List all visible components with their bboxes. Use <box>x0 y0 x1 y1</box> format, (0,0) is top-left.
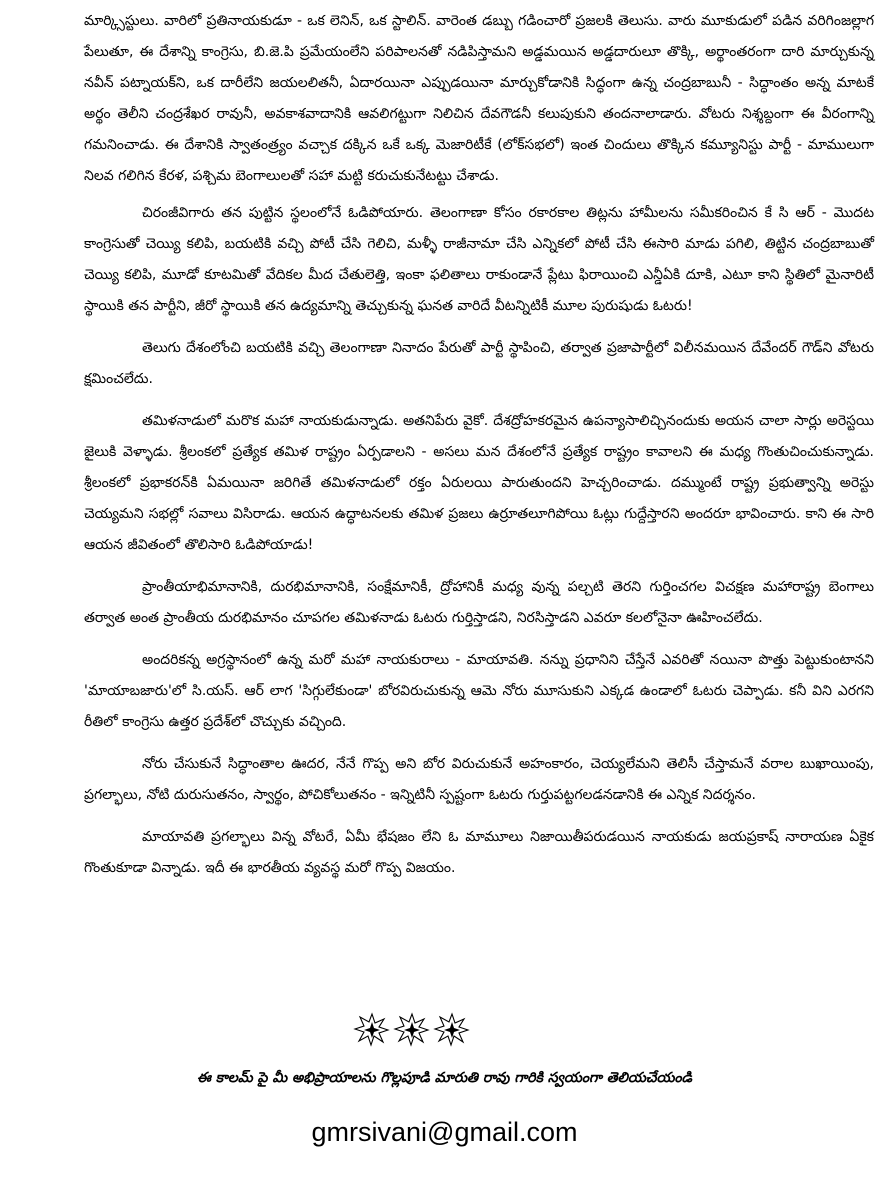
article-body <box>84 6 874 895</box>
article-paragraph-8: మాయావతి ప్రగల్భాలు విన్న వోటరే, ఏమీ భేషజం లేని ఓ మామూలు నిజాయితీపరుడయిన నాయకుడు జయప్రకాష్ నారాయణ ఏకైక గొంతుకూడా విన్నాడు. ఇదీ ఈ భారతీయ వ్యవస్థ మరో గొప్ప విజయం. <box>84 829 874 876</box>
feedback-note: ఈ కాలమ్ పై మీ అభిప్రాయాలను గొల్లపూడి మారుతి రావు గారికి స్వయంగా తెలియచేయండి <box>197 1070 692 1086</box>
contact-email: gmrsivani@gmail.com <box>311 1117 578 1147</box>
article-paragraph-3: తెలుగు దేశంలోంచి బయటికి వచ్చి తెలంగాణా నినాదం పేరుతో పార్టీ స్థాపించి, తర్వాత ప్రజాపార్టీలో విలీనమయిన దేవేందర్ గౌడ్‌ని వోటరు క్షమించలేదు. <box>84 340 874 387</box>
article-paragraph-4: తమిళనాడులో మరొక మహా నాయకుడున్నాడు. అతనిపేరు వైకో. దేశద్రోహకరమైన ఉపన్యాసాలిచ్చినందుకు అయన చాలా సార్లు అరెస్టయి జైలుకి వెళ్ళాడు. శ్రీలంకలో ప్రత్యేక తమిళ రాష్ట్రం ఏర్పడాలని - అసలు మన దేశంలోనే ప్రత్యేక రాష్ట్రం కావాలని ఈ మధ్య గొంతుచించుకున్నాడు. శ్రీలంకలో ప్రభాకరన్‌కి ఏమయినా జరిగితే తమిళనాడులో రక్తం ఏరులయి పారుతుందని హెచ్చరించాడు. దమ్ముంటే రాష్ట్ర ప్రభుత్వాన్ని అరెస్టు చెయ్యమని సభల్లో సవాలు విసిరాడు. ఆయన ఉద్ధాటనలకు తమిళ ప్రజలు ఉర్రూతలూగిపోయి ఓట్లు గుద్దేస్తారని అందరూ భావించారు. కాని ఈ సారి ఆయన జీవితంలో తొలిసారి ఓడిపోయాడు! <box>84 413 874 553</box>
article-paragraph-5: ప్రాంతీయాభిమానానికి, దురభిమానానికి, సంక్షేమానికీ, ద్రోహానికీ మధ్య వున్న పల్చటి తెరని గుర్తించగల విచక్షణ మహారాష్ట్ర బెంగాలు తర్వాత అంత ప్రాంతీయ దురభిమానం చూపగల తమిళనాడు ఓటరు గుర్తిస్తాడని, నిరసిస్తాడని ఎవరూ కలలోనైనా ఊహించలేదు. <box>84 579 874 626</box>
article-paragraph-1: మార్క్సిస్టులు. వారిలో ప్రతినాయకుడూ - ఒక లెనిన్, ఒక స్టాలిన్. వారెంత డబ్బు గడించారో ప్రజలకి తెలుసు. వారు మూకుడులో పడిన వరిగింజల్లాగ పేలుతూ, ఈ దేశాన్ని కాంగ్రెసు, బి.జె.పి ప్రమేయంలేని పరిపాలనతో నడిపిస్తామని అడ్డమయిన అడ్డదారులూ తొక్కి, అర్థాంతరంగా దారి మార్చుకున్న నవీన్ పట్నాయక్‌ని, ఒక దారీలేని జయలలితనీ, ఏదారయినా ఎప్పుడయినా మార్చుకోడానికి సిద్ధంగా ఉన్న చంద్రబాబునీ - సిద్ధాంతం అన్న మాటకే అర్థం తెలీని చంద్రశేఖర రావునీ, అవకాశవాదానికి ఆవలిగట్టుగా నిలిచిన దేవగౌడనీ కలుపుకుని తందనాలాడారు. వోటరు నిశ్శబ్దంగా ఈ వీరంగాన్ని గమనించాడు. ఈ దేశానికి స్వాతంత్ర్యం వచ్చాక దక్కిన ఒకే ఒక్క మెజారిటీకే (లోక్‌సభలో) ఇంత చిందులు తొక్కిన కమ్యూనిస్టు పార్టీ - మాములుగా నిలవ గలిగిన కేరళ, పశ్చిమ బెంగాలులతో సహా మట్టి కరుచుకునేటట్టు చేశాడు. <box>84 13 874 184</box>
starburst-ornament-icon <box>352 1010 472 1048</box>
article-paragraph-2: చిరంజీవిగారు తన పుట్టిన స్థలంలోనే ఓడిపోయారు. తెలంగాణా కోసం రకారకాల తిట్లను హామీలను సమీకరించిన కే సి ఆర్ - మొదట కాంగ్రెసుతో చెయ్యి కలిపి, బయటికి వచ్చి పోటీ చేసి గెలిచి, మళ్ళీ రాజీనామా చేసి ఎన్నికలో పోటీ చేసి ఈసారి మాడు పగిలి, తిట్టిన చంద్రబాబుతో చెయ్యి కలిపి, మూడో కూటమితో వేదికల మీద చేతులెత్తి, ఇంకా ఫలితాలు రాకుండానే ప్లేటు ఫిరాయించి ఎన్డీఏకి దూకి, ఎటూ కాని స్థితిలో మైనారిటీ స్థాయికి తన పార్టీని, జీరో స్థాయికి తన ఉద్యమాన్ని తెచ్చుకున్న ఘనత వారిదే వీటన్నిటికీ మూల పురుషుడు ఓటరు! <box>84 205 874 314</box>
article-paragraph-7: నోరు చేసుకునే సిద్ధాంతాల ఊదర, నేనే గొప్ప అని బోర విరుచుకునే అహంకారం, చెయ్యలేమని తెలిసీ చేస్తామనే వరాల బుఖాయింపు, ప్రగల్భాలు, నోటి దురుసుతనం, స్వార్థం, పోచికోలుతనం - ఇన్నిటినీ స్పష్టంగా ఓటరు గుర్తుపట్టగలడనడానికి ఈ ఎన్నిక నిదర్శనం. <box>84 756 874 803</box>
article-paragraph-6: అందరికన్న అగ్రస్థానంలో ఉన్న మరో మహా నాయకురాలు - మాయావతి. నన్ను ప్రధానిని చేస్తేనే ఎవరితో నయినా పొత్తు పెట్టుకుంటానని 'మాయాబజారు'లో సి.యస్. ఆర్ లాగ 'సిగ్గులేకుండా' బోరవిరుచుకున్న ఆమె నోరు మూసుకుని ఎక్కడ ఉండాలో ఓటరు చెప్పాడు. కనీ విని ఎరగని రీతిలో కాంగ్రెసు ఉత్తర ప్రదేశ్‌లో చొచ్చుకు వచ్చింది. <box>84 652 874 730</box>
